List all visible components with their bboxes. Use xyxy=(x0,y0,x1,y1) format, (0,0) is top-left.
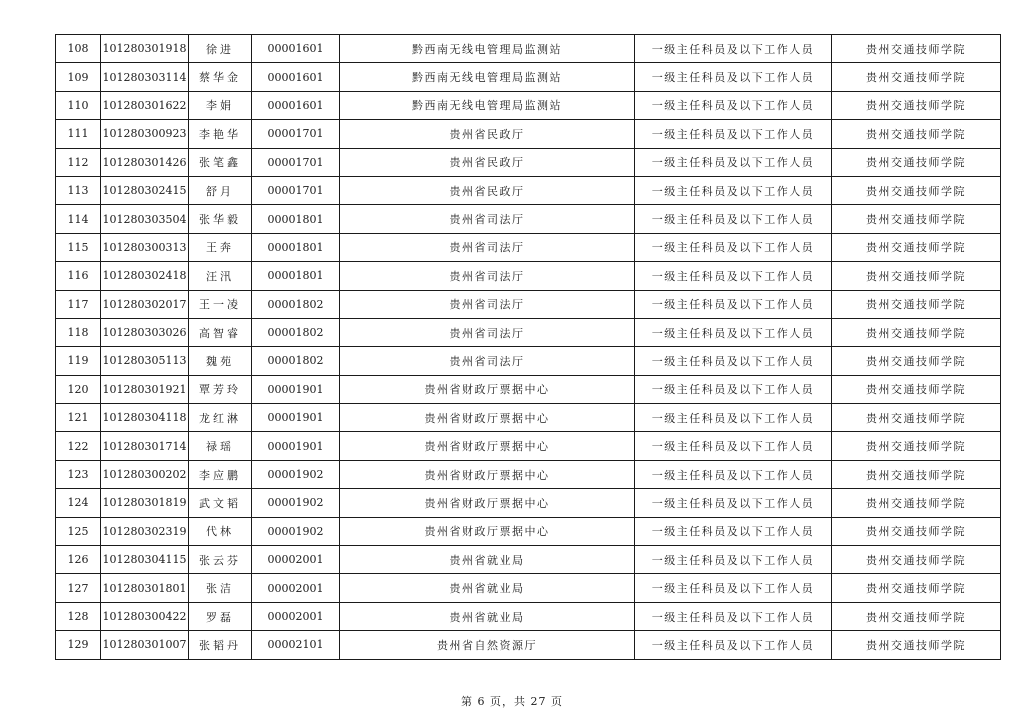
recruiting-unit-cell: 贵州省就业局 xyxy=(340,602,635,630)
recruiting-unit-cell: 贵州省司法厅 xyxy=(340,290,635,318)
exam-site-cell: 贵州交通技师学院 xyxy=(832,63,1001,91)
table-row xyxy=(56,602,1001,630)
seq-cell: 113 xyxy=(56,176,101,204)
candidate-name-cell: 李应鹏 xyxy=(189,460,252,488)
candidate-name-cell: 魏苑 xyxy=(189,347,252,375)
position-title-cell: 一级主任科员及以下工作人员 xyxy=(635,63,832,91)
ticket-number-cell: 101280303026 xyxy=(101,318,189,346)
ticket-number-cell: 101280302319 xyxy=(101,517,189,545)
recruiting-unit-cell: 贵州省司法厅 xyxy=(340,318,635,346)
position-code-cell: 00001801 xyxy=(252,262,340,290)
exam-site-cell: 贵州交通技师学院 xyxy=(832,602,1001,630)
position-code-cell: 00001902 xyxy=(252,517,340,545)
position-code-cell: 00001901 xyxy=(252,432,340,460)
recruiting-unit-cell: 黔西南无线电管理局监测站 xyxy=(340,91,635,119)
seq-cell: 128 xyxy=(56,602,101,630)
seq-cell: 112 xyxy=(56,148,101,176)
recruiting-unit-cell: 黔西南无线电管理局监测站 xyxy=(340,63,635,91)
position-title-cell: 一级主任科员及以下工作人员 xyxy=(635,176,832,204)
roster-body xyxy=(56,35,1001,660)
seq-cell: 119 xyxy=(56,347,101,375)
exam-site-cell: 贵州交通技师学院 xyxy=(832,262,1001,290)
candidate-name-cell: 罗磊 xyxy=(189,602,252,630)
candidate-name-cell: 高智睿 xyxy=(189,318,252,346)
candidate-name-cell: 王一凌 xyxy=(189,290,252,318)
position-code-cell: 00001801 xyxy=(252,205,340,233)
recruiting-unit-cell: 贵州省司法厅 xyxy=(340,205,635,233)
recruiting-unit-cell: 贵州省财政厅票据中心 xyxy=(340,375,635,403)
candidate-name-cell: 龙红淋 xyxy=(189,404,252,432)
position-title-cell: 一级主任科员及以下工作人员 xyxy=(635,404,832,432)
seq-cell: 109 xyxy=(56,63,101,91)
position-code-cell: 00001902 xyxy=(252,460,340,488)
ticket-number-cell: 101280305113 xyxy=(101,347,189,375)
seq-cell: 123 xyxy=(56,460,101,488)
candidate-name-cell: 张韬丹 xyxy=(189,631,252,659)
ticket-number-cell: 101280303504 xyxy=(101,205,189,233)
roster-table xyxy=(55,34,1001,660)
seq-cell: 108 xyxy=(56,35,101,63)
recruiting-unit-cell: 贵州省司法厅 xyxy=(340,347,635,375)
position-code-cell: 00001601 xyxy=(252,63,340,91)
exam-site-cell: 贵州交通技师学院 xyxy=(832,91,1001,119)
ticket-number-cell: 101280304118 xyxy=(101,404,189,432)
candidate-name-cell: 张云芬 xyxy=(189,546,252,574)
seq-cell: 117 xyxy=(56,290,101,318)
table-row xyxy=(56,432,1001,460)
exam-site-cell: 贵州交通技师学院 xyxy=(832,347,1001,375)
position-code-cell: 00001902 xyxy=(252,489,340,517)
position-code-cell: 00001701 xyxy=(252,148,340,176)
position-title-cell: 一级主任科员及以下工作人员 xyxy=(635,432,832,460)
exam-site-cell: 贵州交通技师学院 xyxy=(832,318,1001,346)
position-code-cell: 00001802 xyxy=(252,347,340,375)
seq-cell: 124 xyxy=(56,489,101,517)
seq-cell: 118 xyxy=(56,318,101,346)
ticket-number-cell: 101280301921 xyxy=(101,375,189,403)
exam-site-cell: 贵州交通技师学院 xyxy=(832,631,1001,659)
candidate-name-cell: 张华毅 xyxy=(189,205,252,233)
ticket-number-cell: 101280301801 xyxy=(101,574,189,602)
recruiting-unit-cell: 贵州省就业局 xyxy=(340,574,635,602)
ticket-number-cell: 101280301918 xyxy=(101,35,189,63)
table-row xyxy=(56,489,1001,517)
exam-site-cell: 贵州交通技师学院 xyxy=(832,233,1001,261)
exam-site-cell: 贵州交通技师学院 xyxy=(832,404,1001,432)
table-row xyxy=(56,120,1001,148)
position-code-cell: 00001901 xyxy=(252,404,340,432)
table-row xyxy=(56,460,1001,488)
candidate-name-cell: 武文韬 xyxy=(189,489,252,517)
exam-site-cell: 贵州交通技师学院 xyxy=(832,574,1001,602)
seq-cell: 121 xyxy=(56,404,101,432)
position-title-cell: 一级主任科员及以下工作人员 xyxy=(635,574,832,602)
seq-cell: 120 xyxy=(56,375,101,403)
position-code-cell: 00001802 xyxy=(252,318,340,346)
candidate-name-cell: 徐进 xyxy=(189,35,252,63)
ticket-number-cell: 101280300422 xyxy=(101,602,189,630)
recruiting-unit-cell: 贵州省自然资源厅 xyxy=(340,631,635,659)
position-title-cell: 一级主任科员及以下工作人员 xyxy=(635,148,832,176)
ticket-number-cell: 101280302415 xyxy=(101,176,189,204)
table-row xyxy=(56,148,1001,176)
candidate-name-cell: 张洁 xyxy=(189,574,252,602)
exam-site-cell: 贵州交通技师学院 xyxy=(832,489,1001,517)
candidate-name-cell: 李娟 xyxy=(189,91,252,119)
table-row xyxy=(56,546,1001,574)
position-title-cell: 一级主任科员及以下工作人员 xyxy=(635,262,832,290)
ticket-number-cell: 101280300202 xyxy=(101,460,189,488)
candidate-name-cell: 王奔 xyxy=(189,233,252,261)
position-title-cell: 一级主任科员及以下工作人员 xyxy=(635,460,832,488)
position-title-cell: 一级主任科员及以下工作人员 xyxy=(635,318,832,346)
position-title-cell: 一级主任科员及以下工作人员 xyxy=(635,489,832,517)
position-title-cell: 一级主任科员及以下工作人员 xyxy=(635,517,832,545)
ticket-number-cell: 101280301819 xyxy=(101,489,189,517)
seq-cell: 122 xyxy=(56,432,101,460)
ticket-number-cell: 101280301426 xyxy=(101,148,189,176)
ticket-number-cell: 101280301622 xyxy=(101,91,189,119)
ticket-number-cell: 101280300923 xyxy=(101,120,189,148)
candidate-name-cell: 李艳华 xyxy=(189,120,252,148)
table-row xyxy=(56,63,1001,91)
table-row xyxy=(56,262,1001,290)
position-code-cell: 00001701 xyxy=(252,176,340,204)
position-code-cell: 00001801 xyxy=(252,233,340,261)
exam-site-cell: 贵州交通技师学院 xyxy=(832,517,1001,545)
seq-cell: 125 xyxy=(56,517,101,545)
table-row xyxy=(56,574,1001,602)
ticket-number-cell: 101280304115 xyxy=(101,546,189,574)
seq-cell: 111 xyxy=(56,120,101,148)
position-code-cell: 00002001 xyxy=(252,602,340,630)
exam-site-cell: 贵州交通技师学院 xyxy=(832,35,1001,63)
table-row xyxy=(56,205,1001,233)
table-row xyxy=(56,404,1001,432)
exam-site-cell: 贵州交通技师学院 xyxy=(832,290,1001,318)
ticket-number-cell: 101280301007 xyxy=(101,631,189,659)
position-title-cell: 一级主任科员及以下工作人员 xyxy=(635,205,832,233)
exam-site-cell: 贵州交通技师学院 xyxy=(832,375,1001,403)
table-row xyxy=(56,91,1001,119)
table-row xyxy=(56,631,1001,659)
seq-cell: 114 xyxy=(56,205,101,233)
exam-site-cell: 贵州交通技师学院 xyxy=(832,432,1001,460)
table-row xyxy=(56,347,1001,375)
seq-cell: 116 xyxy=(56,262,101,290)
position-title-cell: 一级主任科员及以下工作人员 xyxy=(635,91,832,119)
position-code-cell: 00001901 xyxy=(252,375,340,403)
table-row xyxy=(56,290,1001,318)
candidate-name-cell: 舒月 xyxy=(189,176,252,204)
position-code-cell: 00002101 xyxy=(252,631,340,659)
recruiting-unit-cell: 贵州省财政厅票据中心 xyxy=(340,517,635,545)
recruiting-unit-cell: 贵州省司法厅 xyxy=(340,233,635,261)
position-title-cell: 一级主任科员及以下工作人员 xyxy=(635,35,832,63)
position-title-cell: 一级主任科员及以下工作人员 xyxy=(635,233,832,261)
position-title-cell: 一级主任科员及以下工作人员 xyxy=(635,546,832,574)
recruiting-unit-cell: 贵州省财政厅票据中心 xyxy=(340,432,635,460)
ticket-number-cell: 101280302017 xyxy=(101,290,189,318)
position-code-cell: 00001601 xyxy=(252,35,340,63)
position-title-cell: 一级主任科员及以下工作人员 xyxy=(635,631,832,659)
table-row xyxy=(56,318,1001,346)
recruiting-unit-cell: 贵州省民政厅 xyxy=(340,176,635,204)
position-title-cell: 一级主任科员及以下工作人员 xyxy=(635,290,832,318)
recruiting-unit-cell: 贵州省民政厅 xyxy=(340,148,635,176)
seq-cell: 127 xyxy=(56,574,101,602)
position-code-cell: 00001802 xyxy=(252,290,340,318)
seq-cell: 115 xyxy=(56,233,101,261)
ticket-number-cell: 101280300313 xyxy=(101,233,189,261)
position-title-cell: 一级主任科员及以下工作人员 xyxy=(635,375,832,403)
recruiting-unit-cell: 贵州省财政厅票据中心 xyxy=(340,460,635,488)
position-title-cell: 一级主任科员及以下工作人员 xyxy=(635,120,832,148)
table-row xyxy=(56,176,1001,204)
recruiting-unit-cell: 贵州省就业局 xyxy=(340,546,635,574)
exam-site-cell: 贵州交通技师学院 xyxy=(832,120,1001,148)
position-code-cell: 00002001 xyxy=(252,546,340,574)
exam-site-cell: 贵州交通技师学院 xyxy=(832,460,1001,488)
recruiting-unit-cell: 贵州省财政厅票据中心 xyxy=(340,404,635,432)
table-row xyxy=(56,35,1001,63)
exam-site-cell: 贵州交通技师学院 xyxy=(832,176,1001,204)
seq-cell: 126 xyxy=(56,546,101,574)
candidate-name-cell: 禄瑶 xyxy=(189,432,252,460)
exam-site-cell: 贵州交通技师学院 xyxy=(832,205,1001,233)
ticket-number-cell: 101280303114 xyxy=(101,63,189,91)
exam-site-cell: 贵州交通技师学院 xyxy=(832,148,1001,176)
candidate-name-cell: 覃芳玲 xyxy=(189,375,252,403)
exam-site-cell: 贵州交通技师学院 xyxy=(832,546,1001,574)
ticket-number-cell: 101280302418 xyxy=(101,262,189,290)
seq-cell: 110 xyxy=(56,91,101,119)
candidate-name-cell: 汪汛 xyxy=(189,262,252,290)
candidate-name-cell: 蔡华金 xyxy=(189,63,252,91)
recruiting-unit-cell: 贵州省财政厅票据中心 xyxy=(340,489,635,517)
position-code-cell: 00002001 xyxy=(252,574,340,602)
page-number-footer: 第 6 页，共 27 页 xyxy=(461,695,563,708)
recruiting-unit-cell: 黔西南无线电管理局监测站 xyxy=(340,35,635,63)
ticket-number-cell: 101280301714 xyxy=(101,432,189,460)
seq-cell: 129 xyxy=(56,631,101,659)
position-title-cell: 一级主任科员及以下工作人员 xyxy=(635,347,832,375)
recruiting-unit-cell: 贵州省司法厅 xyxy=(340,262,635,290)
position-title-cell: 一级主任科员及以下工作人员 xyxy=(635,602,832,630)
position-code-cell: 00001601 xyxy=(252,91,340,119)
table-row xyxy=(56,375,1001,403)
table-row xyxy=(56,517,1001,545)
candidate-name-cell: 张笔鑫 xyxy=(189,148,252,176)
candidate-name-cell: 代林 xyxy=(189,517,252,545)
table-row xyxy=(56,233,1001,261)
recruiting-unit-cell: 贵州省民政厅 xyxy=(340,120,635,148)
position-code-cell: 00001701 xyxy=(252,120,340,148)
